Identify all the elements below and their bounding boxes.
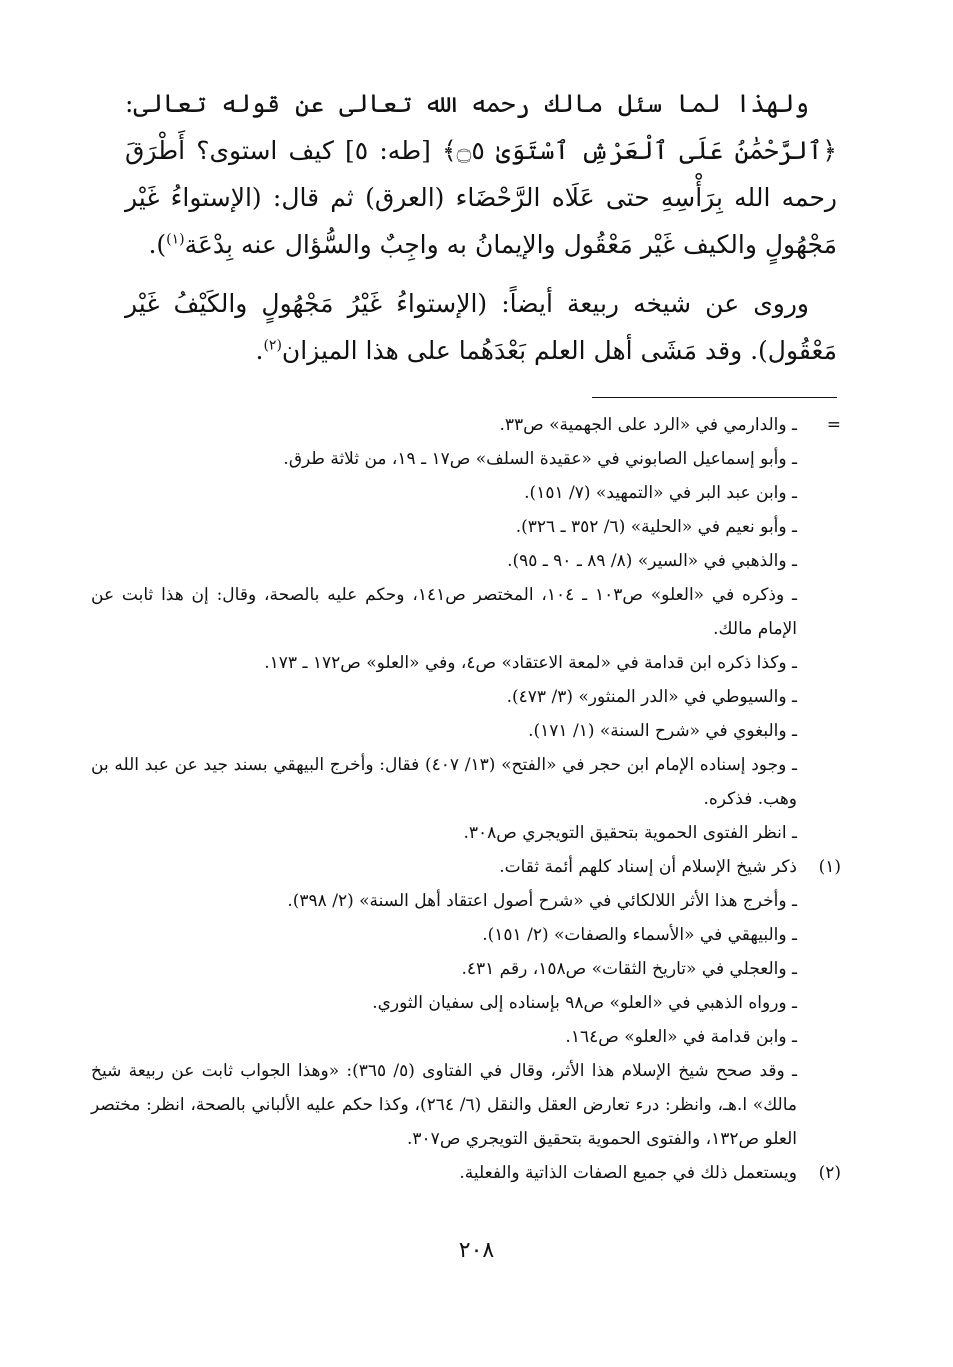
footnote-text: ـ وجود إسناده الإمام ابن حجر في «الفتح» (١٣/ ٤٠٧) فقال: وأخرج البيهقي بسند جيد عن عبد الله بن وهب. فذكره. (91, 755, 797, 809)
footnote-line (91, 510, 841, 544)
footnote-text: ـ والذهبي في «السير» (٨/ ٨٩ ـ ٩٠ ـ ٩٥). (507, 551, 797, 571)
paragraph-2-text: وروى عن شيخه ربيعة أيضاً: (الإستواءُ غَيْرُ مَجْهُولٍ والكَيْفُ غَيْر مَعْقُول). وقد مَشَى أهل العلم بَعْدَهُما على هذا الميزان (125, 289, 837, 365)
footnote-text: ـ والسيوطي في «الدر المنثور» (٣/ ٤٧٣). (506, 687, 797, 707)
footnote-line (91, 816, 841, 850)
footnote-line (91, 544, 841, 578)
footnote-text: ـ والبيهقي في «الأسماء والصفات» (٢/ ١٥١). (482, 925, 797, 945)
footnote-marker: (١) (818, 857, 841, 877)
footnote-text: ـ وكذا ذكره ابن قدامة في «لمعة الاعتقاد» ص٤، وفي «العلو» ص١٧٢ ـ ١٧٣. (264, 653, 797, 673)
footnote-line (91, 986, 841, 1020)
paragraph-1-end: ). (148, 230, 167, 259)
footnote-text: ـ وابن قدامة في «العلو» ص١٦٤. (565, 1027, 797, 1047)
footnote-separator (592, 397, 837, 398)
footnote-ref-1: (١) (166, 231, 185, 248)
footnote-line (91, 918, 841, 952)
footnote-text: ويستعمل ذلك في جميع الصفات الذاتية والفعلية. (459, 1163, 797, 1183)
footnote-text: ذكر شيخ الإسلام أن إسناد كلهم أئمة ثقات. (499, 857, 797, 877)
footnote-text: ـ وذكره في «العلو» ص١٠٣ ـ ١٠٤، المختصر ص١٤١، وحكم عليه بالصحة، وقال: إن هذا ثابت عن الإمام مالك. (91, 585, 798, 639)
footnote-line (91, 714, 841, 748)
page-number: ٢٠٨ (458, 1238, 495, 1263)
footnote-line (91, 476, 841, 510)
main-paragraph-2 (125, 280, 837, 374)
footnote-marker: = (826, 415, 841, 435)
footnote-text: ـ ورواه الذهبي في «العلو» ص٩٨ بإسناده إلى سفيان الثوري. (372, 993, 797, 1013)
footnote-line (91, 408, 841, 442)
footnote-line (91, 1020, 841, 1054)
footnote-line (91, 680, 841, 714)
paragraph-2-end: . (255, 336, 264, 365)
footnote-line (91, 850, 841, 884)
footnotes-section (91, 408, 841, 1190)
footnote-line (91, 1156, 841, 1190)
footnote-text: ـ انظر الفتوى الحموية بتحقيق التويجري ص٣٠٨. (463, 823, 797, 843)
footnote-line (91, 748, 841, 816)
footnote-line (91, 884, 841, 918)
footnote-text: ـ والبغوي في «شرح السنة» (١/ ١٧١). (528, 721, 797, 741)
footnote-text: ـ والدارمي في «الرد على الجهمية» ص٣٣. (499, 415, 797, 435)
footnote-text: ـ وابن عبد البر في «التمهيد» (٧/ ١٥١). (524, 483, 797, 503)
paragraph-1-text: ولهذا لما سئل مالك رحمه الله تعالى عن قوله تعالى: ﴿ٱلرَّحْمَٰنُ عَلَى ٱلْعَرْشِ ٱسْتَوَىٰ ۝٥﴾ [طه: ٥] كيف استوى؟ أَطْرَقَ رحمه الله بِرَأْسِهِ حتى عَلَاه الرَّحْضَاء (العرق) ثم قال: (الإستواءُ غَيْر مَجْهُولٍ والكيف غَيْر مَعْقُول والإيمانُ به واجِبٌ والسُّؤال عنه بِدْعَة (125, 89, 837, 259)
footnote-text: ـ وقد صحح شيخ الإسلام هذا الأثر، وقال في الفتاوى (٥/ ٣٦٥): «وهذا الجواب ثابت عن ربيعة شيخ مالك» ا.هـ، وانظر: درء تعارض العقل والنقل (٦/ ٢٦٤)، وكذا حكم عليه الألباني بالصحة، انظر: مختصر العلو ص١٣٢، والفتوى الحموية بتحقيق التويجري ص٣٠٧. (91, 1061, 798, 1149)
footnote-line (91, 442, 841, 476)
footnote-marker: (٢) (818, 1163, 841, 1183)
footnote-ref-2: (٢) (263, 337, 282, 354)
footnote-text: ـ والعجلي في «تاريخ الثقات» ص١٥٨، رقم ٤٣١. (461, 959, 797, 979)
footnote-text: ـ وأبو إسماعيل الصابوني في «عقيدة السلف» ص١٧ ـ ١٩، من ثلاثة طرق. (283, 449, 797, 469)
footnote-line (91, 578, 841, 646)
footnote-text: ـ وأبو نعيم في «الحلية» (٦/ ٣٥٢ ـ ٣٢٦). (515, 517, 797, 537)
footnote-line (91, 952, 841, 986)
main-paragraph-1 (125, 80, 837, 268)
footnote-text: ـ وأخرج هذا الأثر اللالكائي في «شرح أصول اعتقاد أهل السنة» (٢/ ٣٩٨). (287, 891, 797, 911)
footnote-line (91, 1054, 841, 1156)
footnote-line (91, 646, 841, 680)
